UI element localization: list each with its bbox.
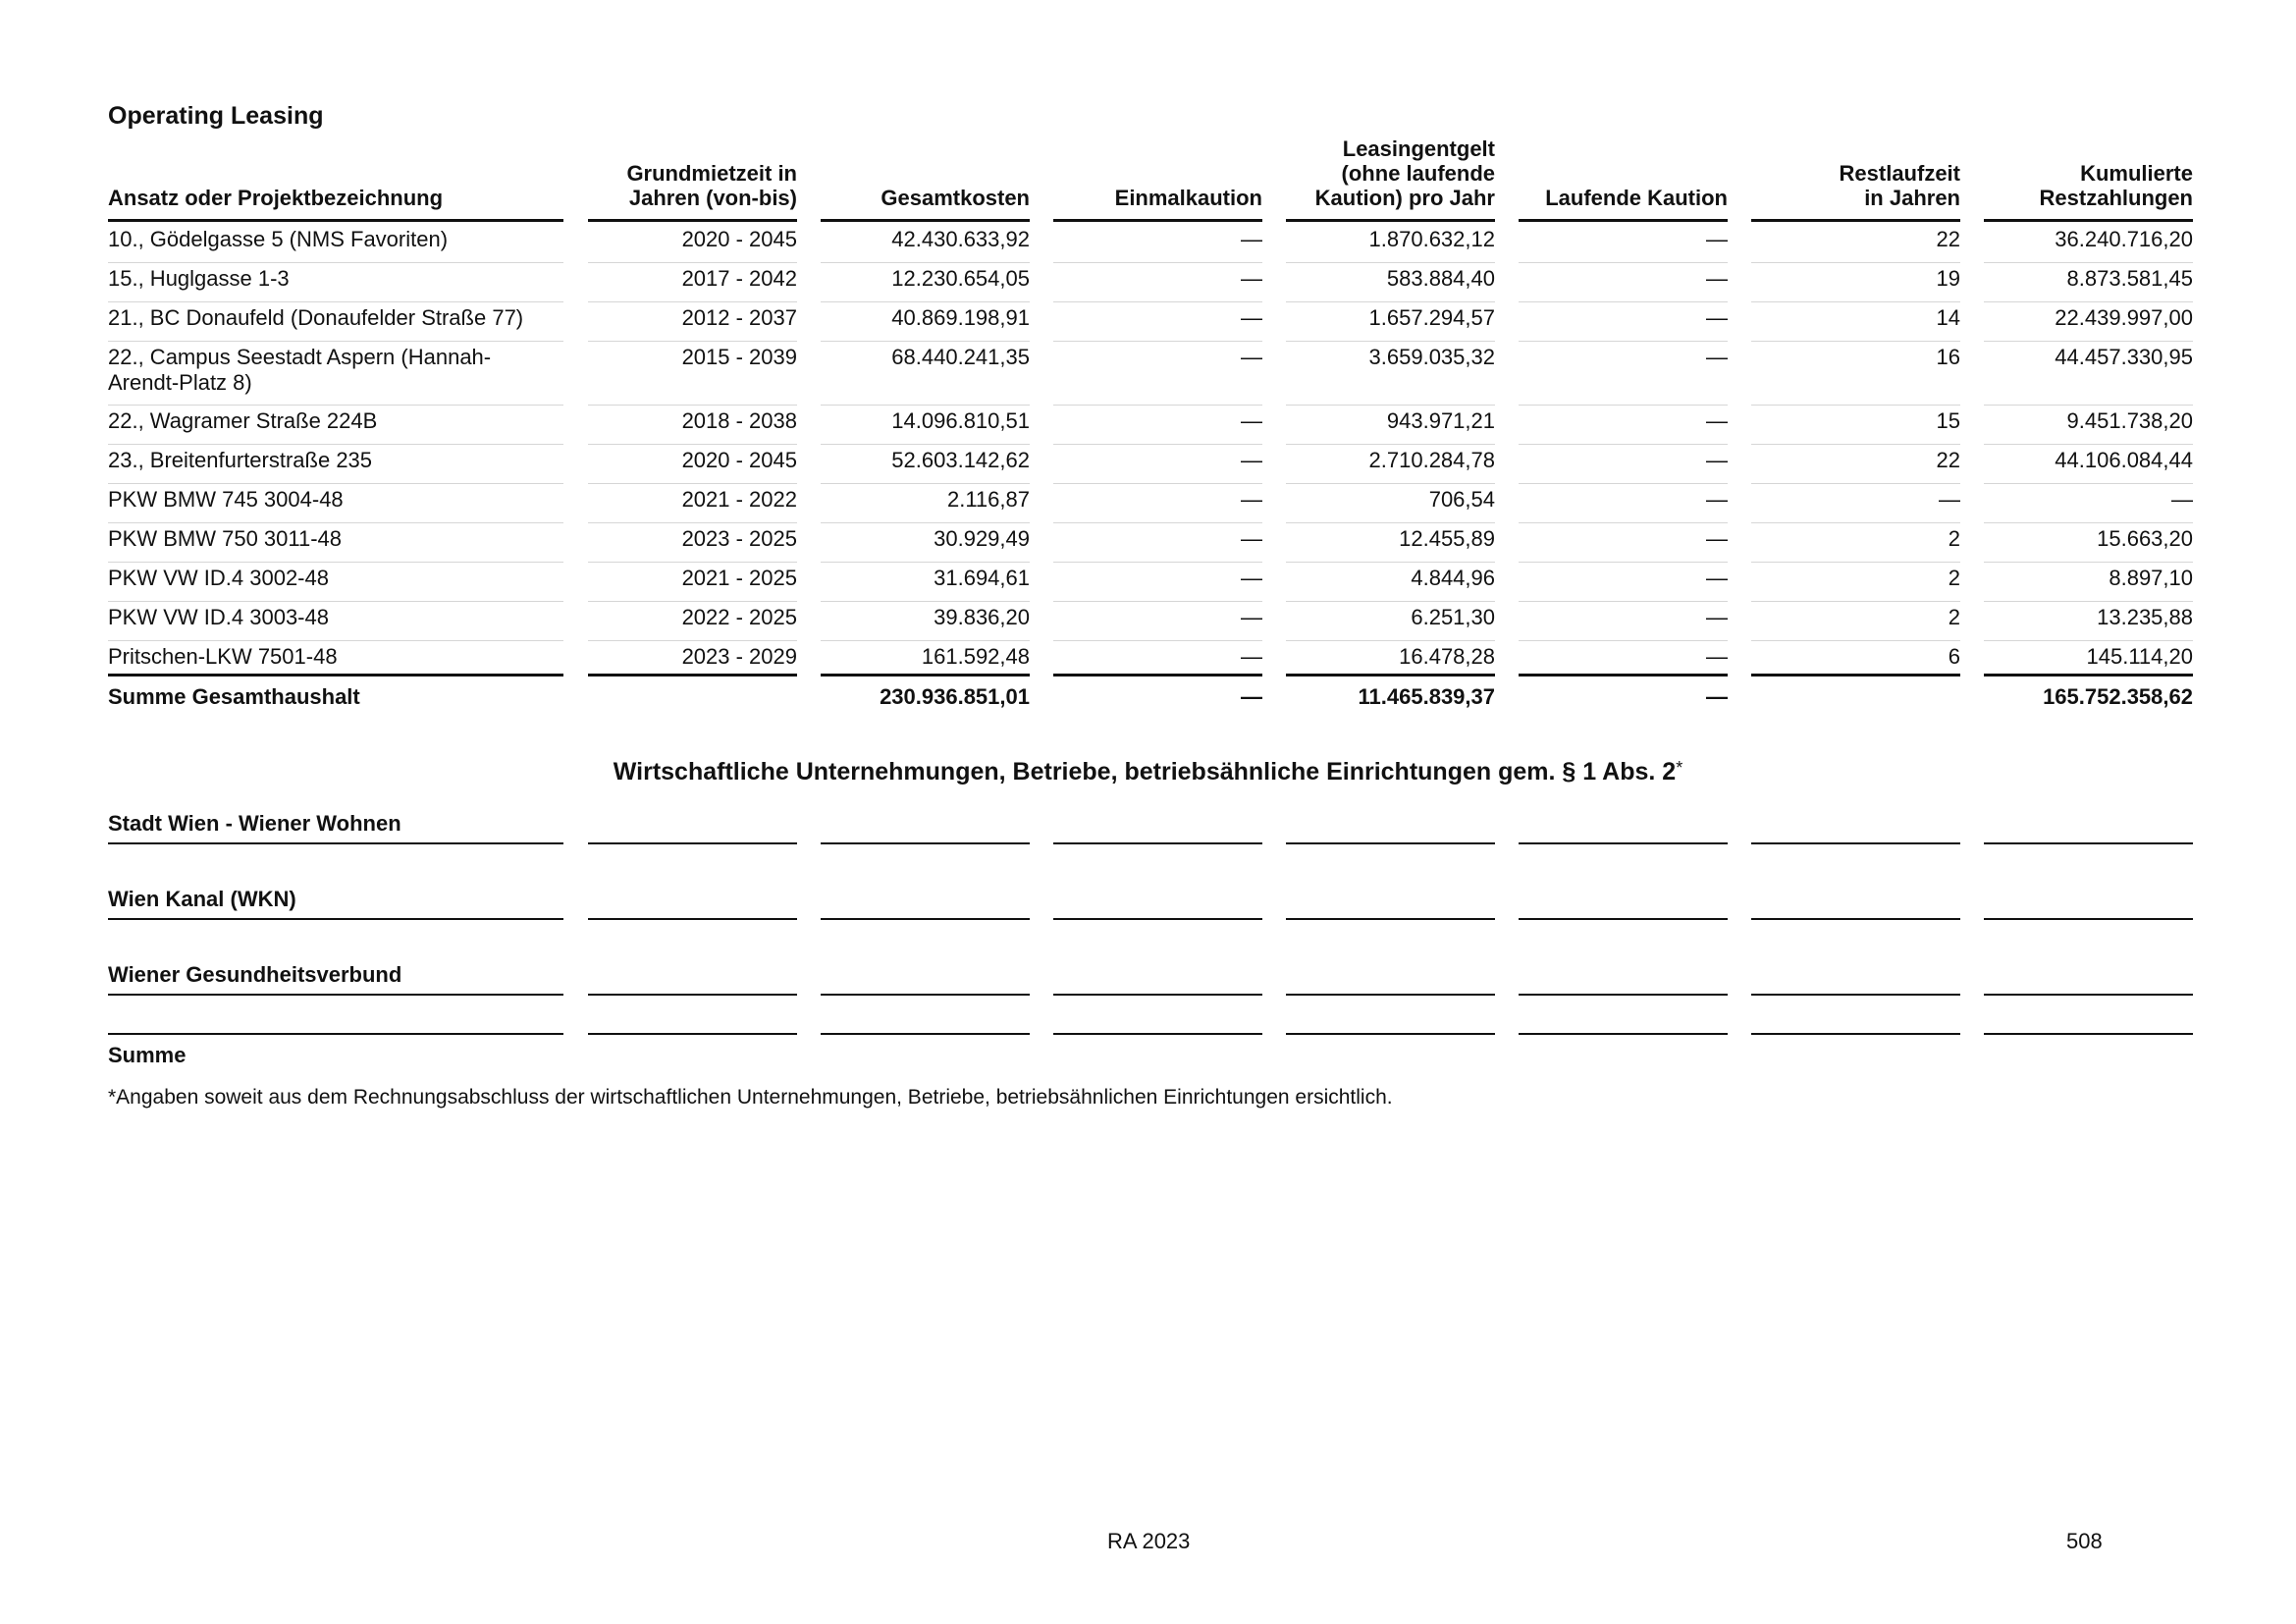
row-value: — — [1706, 605, 1728, 629]
row-label: 22., Wagramer Straße 224B — [108, 408, 378, 433]
column-header: Einmalkaution — [1114, 186, 1262, 210]
row-separator — [1053, 601, 1262, 602]
row-separator — [1984, 405, 2193, 406]
footer-page-number: 508 — [2066, 1529, 2103, 1553]
wu-row-rule — [588, 994, 797, 996]
row-separator — [1984, 341, 2193, 342]
row-separator — [1053, 562, 1262, 563]
row-separator — [821, 301, 1030, 302]
total-rule — [588, 674, 797, 677]
row-label: 22., Campus Seestadt Aspern (Hannah- Arendt-Platz 8) — [108, 345, 492, 395]
column-header: Kumulierte Restzahlungen — [2039, 161, 2193, 210]
row-separator — [1286, 562, 1495, 563]
row-value: — — [1241, 487, 1262, 512]
row-value: — — [1241, 408, 1262, 433]
total-value: 230.936.851,01 — [880, 684, 1030, 709]
row-label: 10., Gödelgasse 5 (NMS Favoriten) — [108, 227, 449, 251]
row-value: 2 — [1948, 526, 1960, 551]
row-value: — — [1241, 644, 1262, 669]
total-rule — [821, 674, 1030, 677]
row-separator — [821, 405, 1030, 406]
row-value: — — [1706, 227, 1728, 251]
row-label: 15., Huglgasse 1-3 — [108, 266, 290, 291]
row-separator — [588, 601, 797, 602]
wu-row-rule — [1519, 918, 1728, 920]
row-value: 68.440.241,35 — [891, 345, 1030, 369]
wu-row-rule — [1519, 842, 1728, 844]
wu-title-text: Wirtschaftliche Unternehmungen, Betriebe, betriebsähnliche Einrichtungen gem. § 1 Abs. 2 — [613, 758, 1677, 785]
wu-row-label: Stadt Wien - Wiener Wohnen — [108, 811, 401, 836]
row-separator — [821, 444, 1030, 445]
column-header: Laufende Kaution — [1545, 186, 1728, 210]
row-separator — [1984, 522, 2193, 523]
row-separator — [1519, 640, 1728, 641]
wu-row-rule — [1053, 918, 1262, 920]
row-separator — [588, 341, 797, 342]
row-value: — — [1706, 408, 1728, 433]
wu-row-rule — [108, 842, 563, 844]
row-separator — [108, 640, 563, 641]
total-rule — [1053, 674, 1262, 677]
row-value: 2.710.284,78 — [1368, 448, 1495, 472]
row-separator — [1751, 262, 1960, 263]
wu-row-rule — [1286, 918, 1495, 920]
row-value: 19 — [1936, 266, 1960, 291]
row-value: 2020 - 2045 — [681, 227, 797, 251]
row-value: 36.240.716,20 — [2055, 227, 2193, 251]
wu-row-rule — [1053, 842, 1262, 844]
row-value: 31.694,61 — [934, 566, 1030, 590]
footnote: *Angaben soweit aus dem Rechnungsabschluss der wirtschaftlichen Unternehmungen, Betriebe, betriebsähnlichen Einrichtungen ersichtlich. — [108, 1086, 1393, 1109]
row-value: 145.114,20 — [2086, 644, 2193, 669]
footer-document-label: RA 2023 — [1107, 1529, 1191, 1553]
header-rule — [1053, 219, 1262, 222]
row-separator — [108, 483, 563, 484]
row-separator — [1751, 444, 1960, 445]
wu-row-rule — [1984, 842, 2193, 844]
row-separator — [1053, 483, 1262, 484]
wu-row-rule — [1751, 994, 1960, 996]
row-value: 583.884,40 — [1386, 266, 1495, 291]
row-separator — [1519, 562, 1728, 563]
row-separator — [588, 405, 797, 406]
row-value: 13.235,88 — [2097, 605, 2193, 629]
row-separator — [108, 444, 563, 445]
row-value: 44.457.330,95 — [2055, 345, 2193, 369]
row-value: 2018 - 2038 — [681, 408, 797, 433]
row-value: — — [1706, 644, 1728, 669]
wu-row-rule — [1984, 994, 2193, 996]
row-value: 706,54 — [1428, 487, 1495, 512]
row-separator — [108, 262, 563, 263]
column-header: Grundmietzeit in Jahren (von-bis) — [626, 161, 797, 210]
row-separator — [821, 341, 1030, 342]
row-value: 40.869.198,91 — [891, 305, 1030, 330]
row-separator — [108, 301, 563, 302]
row-value: 2 — [1948, 566, 1960, 590]
wu-row-rule — [821, 918, 1030, 920]
row-separator — [1286, 640, 1495, 641]
wu-sum-rule — [1519, 1033, 1728, 1035]
row-value: 14.096.810,51 — [891, 408, 1030, 433]
row-value: — — [1241, 605, 1262, 629]
row-value: — — [1706, 305, 1728, 330]
row-separator — [1286, 341, 1495, 342]
row-value: — — [1706, 487, 1728, 512]
row-value: 1.870.632,12 — [1368, 227, 1495, 251]
row-value: 6 — [1948, 644, 1960, 669]
row-separator — [1519, 522, 1728, 523]
row-separator — [1984, 601, 2193, 602]
row-separator — [1751, 341, 1960, 342]
row-value: 44.106.084,44 — [2055, 448, 2193, 472]
row-separator — [108, 405, 563, 406]
row-separator — [1286, 483, 1495, 484]
total-rule — [1286, 674, 1495, 677]
row-value: 8.897,10 — [2109, 566, 2193, 590]
row-separator — [1519, 483, 1728, 484]
total-rule — [1984, 674, 2193, 677]
row-value: 39.836,20 — [934, 605, 1030, 629]
row-separator — [1984, 640, 2193, 641]
row-separator — [1751, 601, 1960, 602]
row-value: 22 — [1936, 227, 1960, 251]
section-title: Operating Leasing — [108, 102, 324, 130]
row-value: 15.663,20 — [2097, 526, 2193, 551]
wu-sum-rule — [1984, 1033, 2193, 1035]
row-value: 161.592,48 — [921, 644, 1030, 669]
row-separator — [1053, 522, 1262, 523]
wu-sum-rule — [821, 1033, 1030, 1035]
row-value: 16 — [1936, 345, 1960, 369]
row-separator — [821, 640, 1030, 641]
row-value: — — [1706, 345, 1728, 369]
row-value: — — [1706, 266, 1728, 291]
row-separator — [1286, 262, 1495, 263]
wu-sum-rule — [1286, 1033, 1495, 1035]
wu-section-title — [0, 758, 2296, 786]
row-value: 14 — [1936, 305, 1960, 330]
column-header: Gesamtkosten — [881, 186, 1030, 210]
header-rule — [1984, 219, 2193, 222]
row-value: 6.251,30 — [1411, 605, 1495, 629]
row-value: — — [1939, 487, 1960, 512]
row-separator — [1053, 262, 1262, 263]
row-separator — [1519, 301, 1728, 302]
row-value: 22 — [1936, 448, 1960, 472]
row-separator — [821, 562, 1030, 563]
row-separator — [588, 444, 797, 445]
row-value: — — [1241, 345, 1262, 369]
row-value: 16.478,28 — [1399, 644, 1495, 669]
row-separator — [588, 301, 797, 302]
row-separator — [1286, 444, 1495, 445]
wu-row-rule — [1984, 918, 2193, 920]
wu-title-star: * — [1676, 758, 1683, 778]
wu-row-rule — [1751, 842, 1960, 844]
row-value: 3.659.035,32 — [1368, 345, 1495, 369]
row-label: Pritschen-LKW 7501-48 — [108, 644, 338, 669]
row-value: 52.603.142,62 — [891, 448, 1030, 472]
column-header: Restlaufzeit in Jahren — [1839, 161, 1960, 210]
row-separator — [588, 262, 797, 263]
row-value: — — [1706, 526, 1728, 551]
row-separator — [1751, 301, 1960, 302]
wu-sum-rule — [1751, 1033, 1960, 1035]
wu-sum-label: Summe — [108, 1043, 187, 1067]
row-separator — [1984, 301, 2193, 302]
row-value: 2020 - 2045 — [681, 448, 797, 472]
wu-row-label: Wiener Gesundheitsverbund — [108, 962, 402, 987]
row-separator — [1053, 301, 1262, 302]
wu-row-rule — [108, 918, 563, 920]
row-separator — [1519, 405, 1728, 406]
wu-row-rule — [1751, 918, 1960, 920]
row-value: 12.455,89 — [1399, 526, 1495, 551]
row-separator — [1053, 341, 1262, 342]
row-value: 2015 - 2039 — [681, 345, 797, 369]
row-separator — [1519, 601, 1728, 602]
row-separator — [588, 562, 797, 563]
row-value: — — [1706, 566, 1728, 590]
row-separator — [1286, 601, 1495, 602]
row-separator — [1984, 444, 2193, 445]
row-value: 12.230.654,05 — [891, 266, 1030, 291]
total-value: 11.465.839,37 — [1358, 684, 1495, 709]
header-rule — [1751, 219, 1960, 222]
row-value: — — [1241, 448, 1262, 472]
total-value: 165.752.358,62 — [2043, 684, 2193, 709]
row-value: — — [1241, 227, 1262, 251]
row-value: — — [1241, 266, 1262, 291]
row-separator — [1519, 444, 1728, 445]
row-separator — [1751, 640, 1960, 641]
row-label: 23., Breitenfurterstraße 235 — [108, 448, 373, 472]
row-label: PKW VW ID.4 3003-48 — [108, 605, 329, 629]
wu-row-rule — [1286, 842, 1495, 844]
row-value: 2 — [1948, 605, 1960, 629]
row-separator — [1519, 341, 1728, 342]
row-separator — [1984, 562, 2193, 563]
total-rule — [1751, 674, 1960, 677]
row-separator — [1053, 405, 1262, 406]
wu-row-rule — [821, 842, 1030, 844]
row-separator — [1751, 483, 1960, 484]
row-separator — [1984, 483, 2193, 484]
row-value: 15 — [1936, 408, 1960, 433]
row-value: 4.844,96 — [1411, 566, 1495, 590]
header-rule — [821, 219, 1030, 222]
wu-row-rule — [821, 994, 1030, 996]
wu-sum-rule — [1053, 1033, 1262, 1035]
row-value: — — [1706, 448, 1728, 472]
row-separator — [1751, 562, 1960, 563]
row-value: 1.657.294,57 — [1368, 305, 1495, 330]
wu-row-rule — [588, 918, 797, 920]
row-value: 42.430.633,92 — [891, 227, 1030, 251]
row-separator — [588, 640, 797, 641]
wu-sum-rule — [588, 1033, 797, 1035]
row-value: — — [1241, 566, 1262, 590]
wu-sum-rule — [108, 1033, 563, 1035]
total-value: — — [1241, 684, 1262, 709]
row-separator — [1519, 262, 1728, 263]
row-value: — — [2171, 487, 2193, 512]
row-value: — — [1241, 305, 1262, 330]
row-value: 2023 - 2025 — [681, 526, 797, 551]
row-value: 943.971,21 — [1386, 408, 1495, 433]
column-header: Ansatz oder Projektbezeichnung — [108, 186, 444, 210]
row-separator — [588, 522, 797, 523]
row-separator — [108, 601, 563, 602]
header-rule — [1519, 219, 1728, 222]
header-rule — [1286, 219, 1495, 222]
row-value: 2023 - 2029 — [681, 644, 797, 669]
row-value: 8.873.581,45 — [2066, 266, 2193, 291]
row-separator — [1984, 262, 2193, 263]
header-rule — [588, 219, 797, 222]
row-separator — [108, 522, 563, 523]
wu-row-rule — [1519, 994, 1728, 996]
row-value: 2.116,87 — [946, 487, 1030, 512]
row-value: 2021 - 2022 — [681, 487, 797, 512]
wu-row-rule — [1286, 994, 1495, 996]
row-separator — [1286, 522, 1495, 523]
wu-row-rule — [108, 994, 563, 996]
row-value: — — [1241, 526, 1262, 551]
row-separator — [1053, 640, 1262, 641]
row-value: 22.439.997,00 — [2055, 305, 2193, 330]
wu-row-label: Wien Kanal (WKN) — [108, 887, 296, 911]
total-rule — [108, 674, 563, 677]
total-value: — — [1706, 684, 1728, 709]
row-separator — [1751, 405, 1960, 406]
row-separator — [821, 522, 1030, 523]
row-separator — [1751, 522, 1960, 523]
row-value: 9.451.738,20 — [2066, 408, 2193, 433]
row-separator — [108, 341, 563, 342]
row-value: 2012 - 2037 — [681, 305, 797, 330]
wu-row-rule — [588, 842, 797, 844]
row-separator — [821, 262, 1030, 263]
row-separator — [1053, 444, 1262, 445]
row-label: PKW VW ID.4 3002-48 — [108, 566, 329, 590]
row-value: 2021 - 2025 — [681, 566, 797, 590]
total-label: Summe Gesamthaushalt — [108, 684, 360, 709]
row-separator — [821, 483, 1030, 484]
column-header: Leasingentgelt (ohne laufende Kaution) pro Jahr — [1314, 136, 1495, 210]
row-value: 2017 - 2042 — [681, 266, 797, 291]
row-separator — [1286, 301, 1495, 302]
total-rule — [1519, 674, 1728, 677]
row-separator — [821, 601, 1030, 602]
row-separator — [588, 483, 797, 484]
wu-row-rule — [1053, 994, 1262, 996]
row-separator — [108, 562, 563, 563]
row-value: 2022 - 2025 — [681, 605, 797, 629]
row-label: PKW BMW 750 3011-48 — [108, 526, 343, 551]
header-rule — [108, 219, 563, 222]
row-label: 21., BC Donaufeld (Donaufelder Straße 77) — [108, 305, 524, 330]
row-value: 30.929,49 — [934, 526, 1030, 551]
row-separator — [1286, 405, 1495, 406]
row-label: PKW BMW 745 3004-48 — [108, 487, 344, 512]
